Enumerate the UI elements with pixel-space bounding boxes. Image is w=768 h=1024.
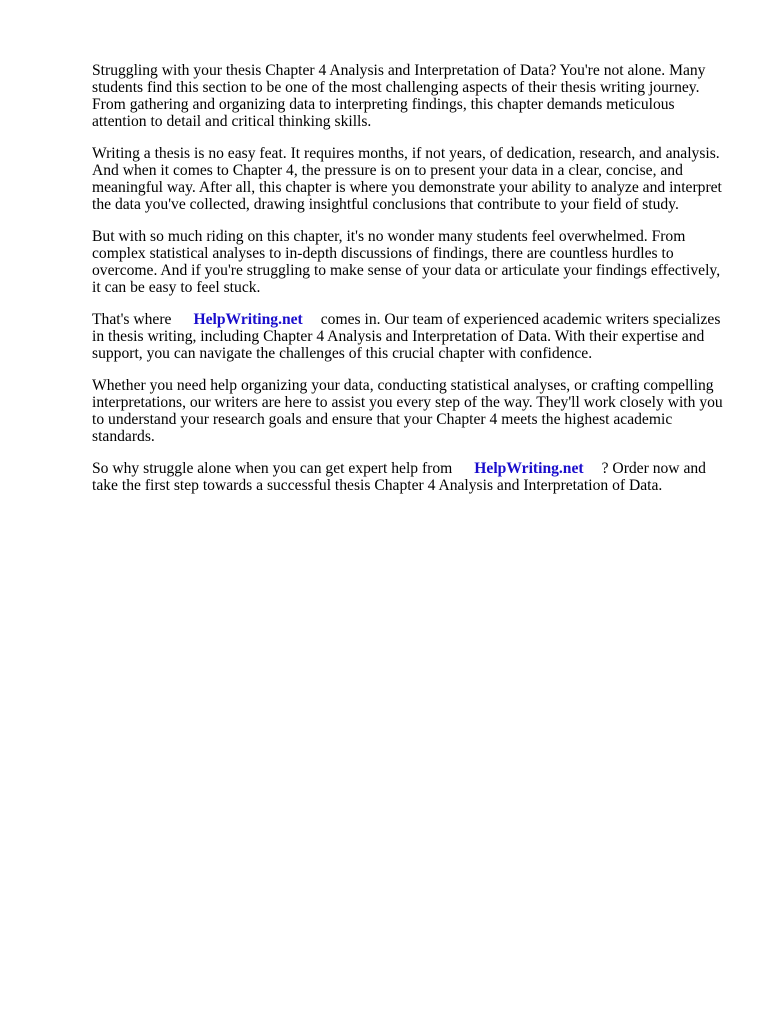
paragraph-overwhelmed: But with so much riding on this chapter, it's no wonder many students feel overwhelmed. From complex statistical analyses to in-depth discussions of findings, there are countless hurdles to overcome. And if you're struggling to make sense of your data or articulate your findings effectively, it can be easy to feel stuck. bbox=[92, 228, 721, 296]
paragraph-text-before-link: So why struggle alone when you can get expert help from bbox=[92, 460, 453, 477]
paragraph-writing-thesis: Writing a thesis is no easy feat. It requires months, if not years, of dedication, research, and analysis. And when it comes to Chapter 4, the pressure is on to present your data in a clear, concise, and meaningful way. After all, this chapter is where you demonstrate your ability to analyze and interpret the data you've collected, drawing insightful conclusions that contribute to your field of study. bbox=[92, 145, 722, 213]
paragraph-whether: Whether you need help organizing your data, conducting statistical analyses, or crafting compelling interpretations, our writers are here to assist you every step of the way. They'll work closely with you to understand your research goals and ensure that your Chapter 4 meets the highest academic standards. bbox=[92, 377, 723, 445]
helpwriting-link[interactable]: HelpWriting.net bbox=[193, 311, 303, 328]
paragraph-text-after-link: comes in. Our team of experienced academic writers specializes in thesis writing, including Chapter 4 Analysis and Interpretation of Data. With their expertise and support, you can navigate the challenges of this crucial chapter with confidence. bbox=[92, 311, 721, 362]
paragraph-text-after-link: ? Order now and take the first step towards a successful thesis Chapter 4 Analysis and Interpretation of Data. bbox=[92, 460, 706, 494]
paragraph-thats-where bbox=[92, 311, 732, 362]
paragraph-so-why bbox=[92, 460, 732, 494]
paragraph-text-before-link: That's where bbox=[92, 311, 172, 328]
document-body bbox=[92, 62, 732, 509]
helpwriting-link[interactable]: HelpWriting.net bbox=[474, 460, 584, 477]
paragraph-intro: Struggling with your thesis Chapter 4 Analysis and Interpretation of Data? You're not alone. Many students find this section to be one of the most challenging aspects of their thesis writing journey. From gathering and organizing data to interpreting findings, this chapter demands meticulous attention to detail and critical thinking skills. bbox=[92, 62, 706, 130]
